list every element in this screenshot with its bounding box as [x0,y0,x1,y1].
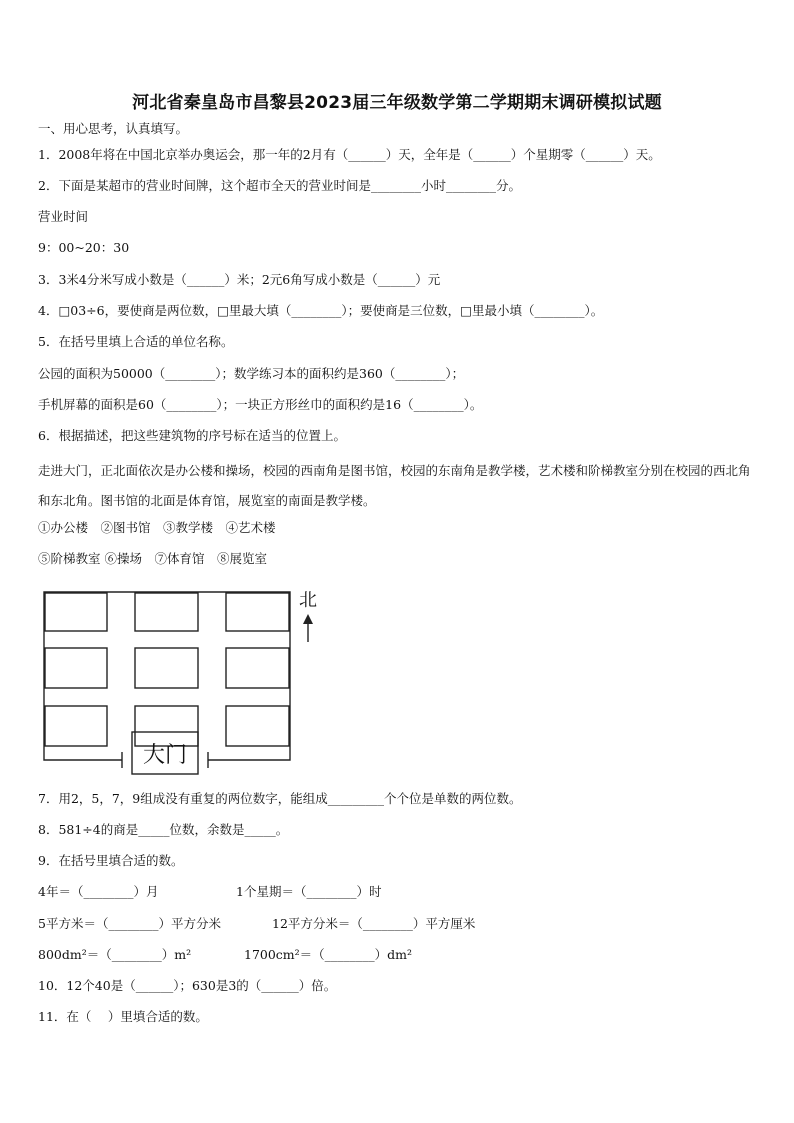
sign-label: 营业时间 [38,209,89,224]
question-2: 2．下面是某超市的营业时间牌，这个超市全天的营业时间是________小时________分。 [38,178,521,193]
question-10: 10．12个40是（______）；630是3的（______）倍。 [38,978,337,993]
page-title: 河北省秦皇岛市昌黎县2023届三年级数学第二学期期末调研模拟试题 [132,93,662,113]
building-slot [226,706,289,746]
building-slot [135,706,198,746]
building-slot [135,648,198,688]
question-5-line-2: 手机屏幕的面积是60（________）；一块正方形丝巾的面积约是16（________）。 [38,397,483,412]
question-6-description: 走进大门，正北面依次是办公楼和操场，校园的西南角是图书馆，校园的东南角是教学楼，艺术楼和阶梯教室分别在校园的西北角和东北角。图书馆的北面是体育馆，展览室的南面是教学楼。 [38,463,751,508]
building-slot [45,648,107,688]
gate-label: 大门 [142,743,188,768]
north-label: 北 [299,590,317,611]
question-5: 5．在括号里填上合适的单位名称。 [38,334,234,349]
building-slot [226,593,289,631]
question-9: 9．在括号里填合适的数。 [38,853,184,868]
sign-time: 9：00~20：30 [38,240,130,255]
question-6: 6．根据描述，把这些建筑物的序号标在适当的位置上。 [38,428,346,443]
question-9-b: 1个星期＝（________）时 [236,884,382,899]
building-slot [135,593,198,631]
campus-map [40,588,340,781]
question-9-e: 800dm²＝（________）m² [38,947,192,962]
question-11: 11．在（ ）里填合适的数。 [38,1009,208,1024]
building-slot [45,593,107,631]
building-slot [226,648,289,688]
question-6-options-1: ①办公楼 ②图书馆 ③教学楼 ④艺术楼 [38,520,276,535]
question-9-d: 12平方分米＝（________）平方厘米 [272,916,476,931]
question-9-f: 1700cm²＝（________）dm² [244,947,413,962]
campus-wall [44,592,290,760]
building-slot [45,706,107,746]
question-7: 7．用2，5，7，9组成没有重复的两位数字，能组成_________个个位是单数的两位数。 [38,791,522,806]
question-3: 3．3米4分米写成小数是（______）米；2元6角写成小数是（______）元 [38,272,441,287]
north-arrow-head [303,614,313,624]
question-8: 8．581÷4的商是_____位数，余数是_____。 [38,822,289,837]
section-heading: 一、用心思考，认真填写。 [38,121,189,136]
question-6-options-2: ⑤阶梯教室 ⑥操场 ⑦体育馆 ⑧展览室 [38,551,267,566]
question-9-a: 4年＝（________）月 [38,884,159,899]
question-9-c: 5平方米＝（________）平方分米 [38,916,221,931]
question-5-line-1: 公园的面积为50000（________）；数学练习本的面积约是360（________）； [38,366,465,381]
question-4: 4．□03÷6，要使商是两位数，□里最大填（________）；要使商是三位数，□里最小填（________）。 [38,303,604,318]
question-1: 1．2008年将在中国北京举办奥运会，那一年的2月有（______）天，全年是（______）个星期零（______）天。 [38,147,661,162]
